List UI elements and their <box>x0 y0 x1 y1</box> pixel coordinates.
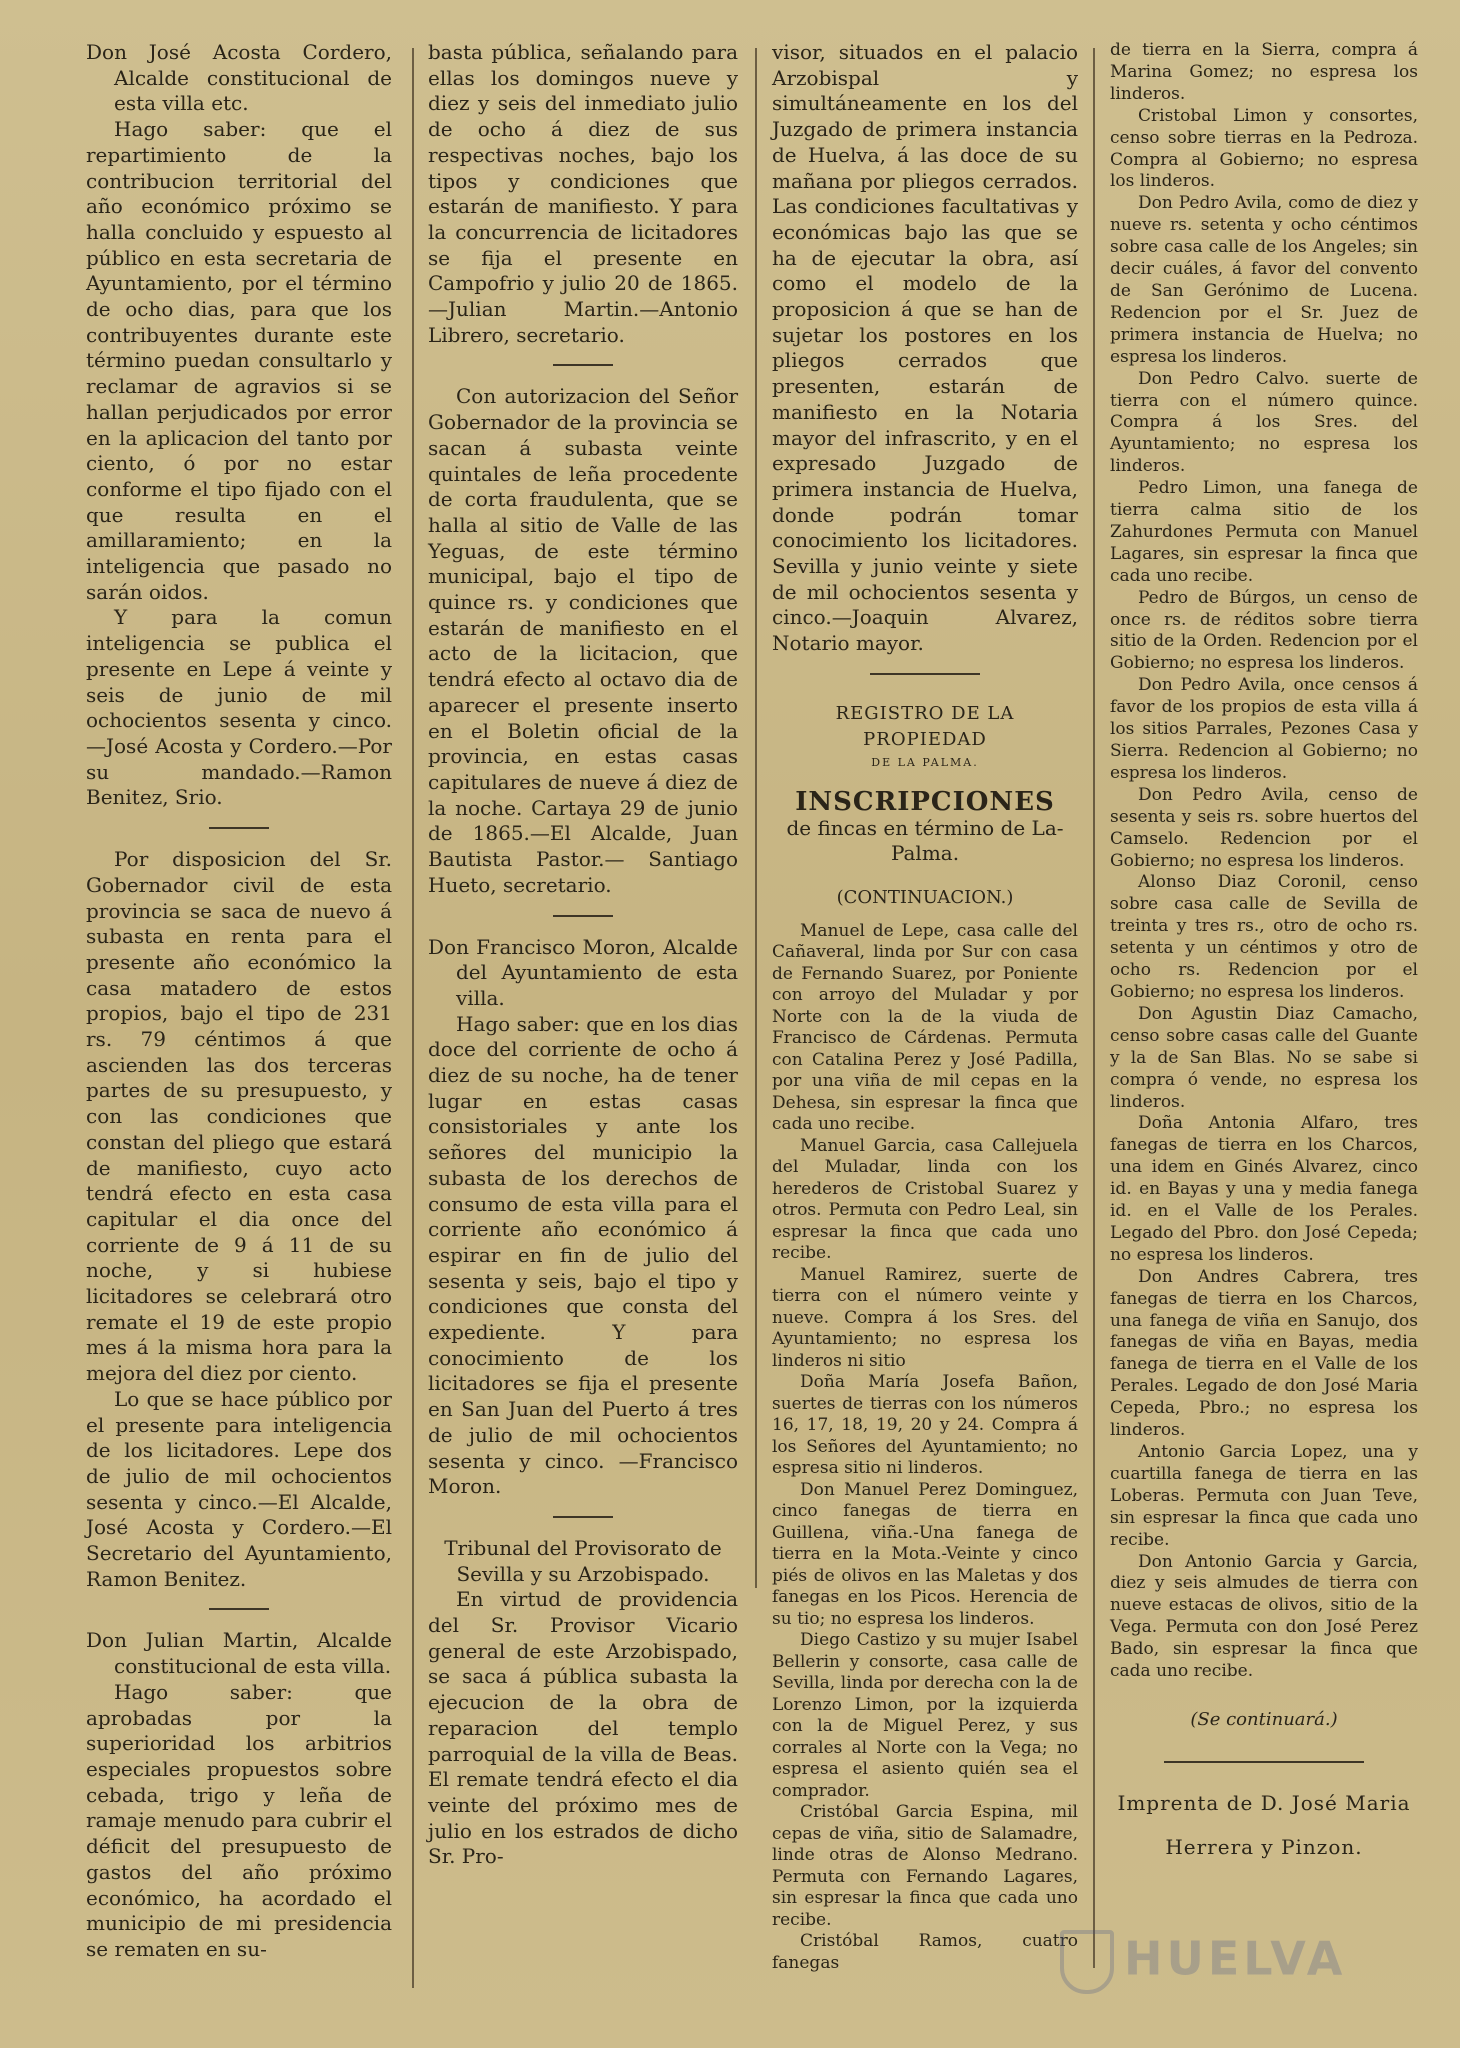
archive-watermark <box>1060 1930 1440 2010</box>
list-item: Don Pedro Avila, como de diez y nueve rs. setenta y ocho céntimos sobre casa calle de los Angeles; sin decir cuáles, á favor del convento de San Gerónimo de Lucena. Redencion por el Sr. Juez de primera instancia de Huelva; no espresa los linderos. <box>1110 193 1418 367</box>
column-2 <box>428 40 738 1870</box>
notice-paragraph: Por disposicion del Sr. Gobernador civil de esta provincia se saca de nuevo á subasta en renta para el presente año económico la casa matadero de estos propios, bajo el tipo de 231 rs. 79 céntimos á que ascienden las dos terceras partes de su presupuesto, y con las condiciones que constan del pliego que estará de manifiesto, cuyo acto tendrá efecto en esta casa capitular el dia once del corriente de 9 á 11 de su noche, y si hubiese licitadores se celebrará otro remate el 19 de este propio mes á la misma hora para la mejora del diez por ciento. <box>86 847 392 1386</box>
imprint-line: Herrera y Pinzon. <box>1165 1834 1363 1859</box>
column-rule <box>755 48 757 1588</box>
separator <box>1164 1761 1364 1763</box>
notice-paragraph: Hago saber: que aprobadas por la superioridad los arbitrios especiales propuestos sobre cebada, trigo y leña de ramaje menudo para cubrir el déficit del presupuesto de gastos del año próximo económico, ha acordado el municipio de mi presidencia se rematen en su- <box>86 1679 392 1961</box>
list-item: Manuel Garcia, casa Callejuela del Muladar, linda con los herederos de Cristobal Suarez y otros. Permuta con Pedro Leal, sin espresar la finca que cada uno recibe. <box>772 1135 1078 1264</box>
list-item: Doña María Josefa Bañon, suertes de tierras con los números 16, 17, 18, 19, 20 y 24. Compra á los Señores del Ayuntamiento; no espresa sitio ni linderos. <box>772 1372 1078 1479</box>
notice-paragraph: basta pública, señalando para ellas los domingos nueve y diez y seis del inmediato julio de ocho á diez de sus respectivas noches, bajo los tipos y condiciones que estarán de manifiesto. Y para la concurrencia de licitadores se fija el presente en Campofrio y julio 20 de 1865.—Julian Martin.—Antonio Librero, secretario. <box>428 40 738 347</box>
section-subtitle: DE LA PALMA. <box>871 756 979 770</box>
list-item: Pedro de Búrgos, un censo de once rs. de réditos sobre tierra sitio de la Orden. Redencion por el Gobierno; no espresa los linderos. <box>1110 587 1418 674</box>
watermark-text: HUELVA <box>1124 1931 1347 1986</box>
separator <box>870 673 980 675</box>
list-item: Don Pedro Calvo. suerte de tierra con el número quince. Compra á los Sres. del Ayuntamiento; no espresa los linderos. <box>1110 368 1418 477</box>
continuation-label: (CONTINUACION.) <box>836 887 1014 909</box>
notice-paragraph: Y para la comun inteligencia se publica el presente en Lepe á veinte y seis de junio de mil ochocientos sesenta y cinco.—José Acosta y Cordero.—Por su mandado.—Ramon Benitez, Srio. <box>86 605 392 810</box>
list-item: de tierra en la Sierra, compra á Marina Gomez; no espresa los linderos. <box>1110 40 1418 104</box>
list-item: Don Andres Cabrera, tres fanegas de tierra en los Charcos, una fanega de viña en Sanujo, dos fanegas de viña en Bayas, media fanega de tierra en el Valle de los Perales. Legado de don José Maria Cepeda, Pbro.; no espresa los linderos. <box>1110 1266 1418 1441</box>
notice-paragraph: En virtud de providencia del Sr. Provisor Vicario general de este Arzobispado, se saca á pública subasta la ejecucion de la obra de reparacion del templo parroquial de la villa de Beas. El remate tendrá efecto el dia veinte del próximo mes de julio en los estrados de dicho Sr. Pro- <box>428 1587 738 1869</box>
column-1 <box>86 40 392 1963</box>
list-item: Don Pedro Avila, censo de sesenta y seis rs. sobre huertos del Camselo. Redencion por el Gobierno; no espresa los linderos. <box>1110 784 1418 871</box>
inscriptions-subtitle: de fincas en término de La-Palma. <box>786 815 1064 866</box>
list-item: Don Pedro Avila, once censos á favor de los propios de esta villa á los sitios Parrales, Pezones Casa y Sierra. Redencion al Gobierno; no espresa los linderos. <box>1110 675 1418 783</box>
list-item: Alonso Diaz Coronil, censo sobre casa calle de Sevilla de treinta y tres rs., otro de ocho rs. setenta y un céntimos y otro de ocho rs. Redencion por el Gobierno; no espresa los linderos. <box>1110 872 1418 1002</box>
separator <box>553 364 613 366</box>
list-item: Antonio Garcia Lopez, una y cuartilla fanega de tierra en las Loberas. Permuta con Juan Teve, sin espresar la finca que cada uno recibe. <box>1110 1442 1418 1550</box>
column-rule <box>412 48 414 1988</box>
shield-icon <box>1060 1930 1114 1994</box>
column-rule <box>1093 48 1095 1968</box>
notice-heading: Tribunal del Provisorato de Sevilla y su Arzobispado. <box>444 1535 722 1586</box>
list-item: Manuel de Lepe, casa calle del Cañaveral, linda por Sur con casa de Fernando Suarez, por Poniente con arroyo del Muladar y por Norte con la de la viuda de Francisco de Cárdenas. Permuta con Catalina Perez y José Padilla, por una viña de mil cepas en la Dehesa, sin espresar la finca que cada uno recibe. <box>772 920 1078 1135</box>
list-item: Don Antonio Garcia y Garcia, diez y seis almudes de tierra con nueve estacas de olivos, sitio de la Vega. Permuta con don José Perez Bado, sin espresar la finca que cada uno recibe. <box>1110 1551 1418 1682</box>
notice-heading: Don Julian Martin, Alcalde constitucional de esta villa. <box>86 1628 392 1679</box>
notice-paragraph: visor, situados en el palacio Arzobispal y simultáneamente en los del Juzgado de primera instancia de Huelva, á las doce de su mañana por pliegos cerrados. Las condiciones facultativas y económicas bajo las que se ha de ejecutar la obra, así como el modelo de la proposicion á que se han de sujetar los postores en los pliegos cerrados que presenten, estarán de manifiesto en la Notaria mayor del infrascrito, y en el expresado Juzgado de primera instancia de Huelva, donde podrán tomar conocimiento los licitadores. Sevilla y junio veinte y siete de mil ochocientos sesenta y cinco.—Joaquin Alvarez, Notario mayor. <box>772 40 1078 656</box>
list-item: Manuel Ramirez, suerte de tierra con el número veinte y nueve. Compra á los Sres. del Ayuntamiento; no espresa los linderos ni sitio <box>772 1264 1078 1371</box>
list-item: Pedro Limon, una fanega de tierra calma sitio de los Zahurdones Permuta con Manuel Lagares, sin espresar la finca que cada uno recibe. <box>1110 478 1418 586</box>
separator <box>553 1516 613 1518</box>
separator <box>209 827 269 829</box>
separator <box>553 915 613 917</box>
inscriptions-title: INSCRIPCIONES <box>795 786 1055 817</box>
notice-paragraph: Con autorizacion del Señor Gobernador de la provincia se sacan á subasta veinte quintales de leña procedente de corta fraudulenta, que se halla al sitio de Valle de las Yeguas, de este término municipal, bajo el tipo de quince rs. y condiciones que estarán de manifiesto en el acto de la licitacion, que tendrá efecto al octavo dia de aparecer el presente inserto en el Boletin oficial de la provincia, en estas casas capitulares de nueve á diez de la noche. Cartaya 29 de junio de 1865.—El Alcalde, Juan Bautista Pastor.— Santiago Hueto, secretario. <box>428 384 738 897</box>
section-title: REGISTRO DE LA PROPIEDAD <box>835 702 1015 750</box>
imprint-line: Imprenta de D. José Maria <box>1117 1790 1411 1815</box>
notice-paragraph: Hago saber: que en los dias doce del corriente de ocho á diez de su noche, ha de tener lugar en estas casas consistoriales y ante los señores del municipio la subasta de los derechos de consumo de esta villa para el corriente año económico á espirar en fin de julio del sesenta y seis, bajo el tipo y condiciones que consta del expediente. Y para conocimiento de los licitadores se fija el presente en San Juan del Puerto á tres de julio de mil ochocientos sesenta y cinco. —Francisco Moron. <box>428 1011 738 1499</box>
list-item: Don Agustin Diaz Camacho, censo sobre casas calle del Guante y la de San Blas. No se sabe si compra ó vende, no espresa los linderos. <box>1110 1003 1418 1112</box>
continuation-note: (Se continuará.) <box>1190 1708 1338 1730</box>
list-item: Cristobal Limon y consortes, censo sobre tierras en la Pedroza. Compra al Gobierno; no espresa los linderos. <box>1110 105 1418 192</box>
notice-heading: Don Francisco Moron, Alcalde del Ayuntamiento de esta villa. <box>428 934 738 1010</box>
column-4 <box>1110 40 1418 1869</box>
list-item: Cristóbal Ramos, cuatro fanegas <box>772 1931 1078 1973</box>
list-item: Cristóbal Garcia Espina, mil cepas de viña, sitio de Salamadre, linde otras de Alonso Medrano. Permuta con Fernando Lagares, sin espresar la finca que cada uno recibe. <box>772 1802 1078 1930</box>
separator <box>209 1608 269 1610</box>
notice-paragraph: Lo que se hace público por el presente para inteligencia de los licitadores. Lepe dos de julio de mil ochocientos sesenta y cinco.—El Alcalde, José Acosta y Cordero.—El Secretario del Ayuntamiento, Ramon Benitez. <box>86 1386 392 1591</box>
entry-list <box>772 921 1078 1975</box>
list-item: Doña Antonia Alfaro, tres fanegas de tierra en los Charcos, una idem en Ginés Alvarez, cinco id. en Bayas y una y media fanega id. en el Valle de los Perales. Legado del Pbro. don José Cepeda; no espresa los linderos. <box>1110 1113 1418 1265</box>
column-3 <box>772 40 1078 1974</box>
list-item: Diego Castizo y su mujer Isabel Bellerin y consorte, casa calle de Sevilla, linda por derecha con la de Lorenzo Limon, por la izquierda con la de Miguel Perez, y sus corrales al Norte con la Vega; no espresa el asiento quién sea el comprador. <box>772 1630 1078 1801</box>
list-item: Don Manuel Perez Dominguez, cinco fanegas de tierra en Guillena, viña.-Una fanega de tierra en la Mota.-Veinte y cinco piés de olivos en las Maletas y dos fanegas en los Picos. Herencia de su tio; no espresa los linderos. <box>772 1479 1078 1629</box>
notice-heading: Don José Acosta Cordero, Alcalde constitucional de esta villa etc. <box>86 40 392 116</box>
notice-paragraph: Hago saber: que el repartimiento de la contribucion territorial del año económico próximo se halla concluido y espuesto al público en esta secretaria de Ayuntamiento, por el término de ocho dias, para que los contribuyentes durante este término puedan consultarlo y reclamar de agravios si se hallan perjudicados por error en la aplicacion del tanto por ciento, ó por no estar conforme el tipo fijado con el que resulta en el amillaramiento; en la inteligencia que pasado no sarán oidos. <box>86 117 392 604</box>
